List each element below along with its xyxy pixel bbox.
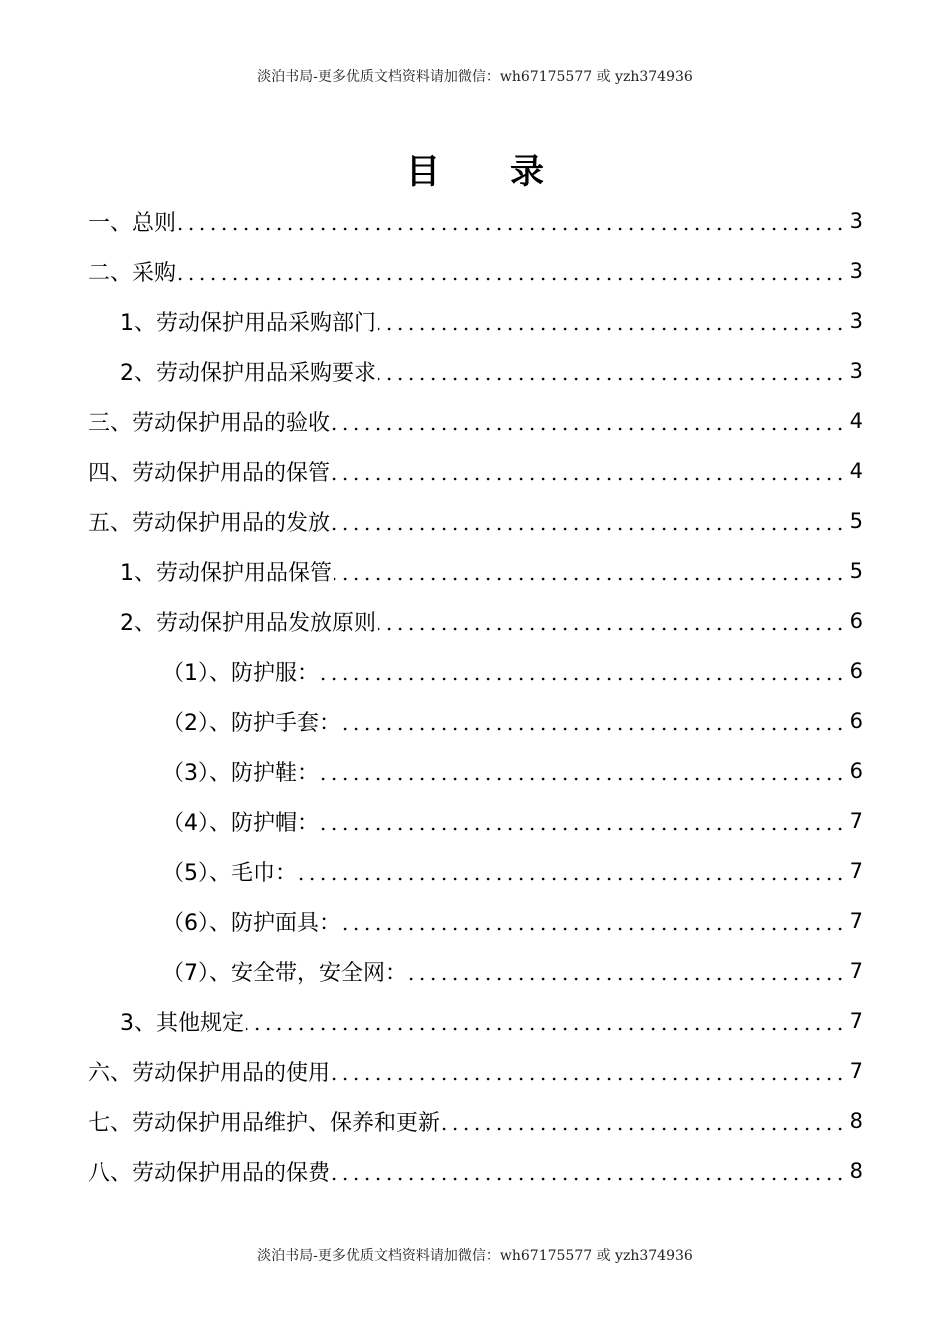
toc-entry[interactable] [0,446,950,496]
toc-entry[interactable] [0,546,950,596]
header-note: 淡泊书局-更多优质文档资料请加微信：wh67175577 或 yzh374936 [257,69,693,85]
toc-entry-page: 4 [849,409,863,433]
toc-entry[interactable] [0,596,950,646]
toc-entry-page: 3 [849,259,863,283]
table-of-contents [0,196,950,1196]
toc-entry[interactable] [0,496,950,546]
toc-entry-label: 六、劳动保护用品的使用 [88,1056,330,1087]
toc-dot-leader [178,227,846,231]
toc-dot-leader [299,877,846,881]
toc-entry[interactable] [0,646,950,696]
toc-entry[interactable] [0,796,950,846]
toc-entry-page: 7 [849,909,863,933]
toc-entry[interactable] [0,846,950,896]
toc-entry-page: 7 [849,859,863,883]
toc-dot-leader [332,427,846,431]
toc-entry-label: （3）、防护鞋： [162,756,319,787]
toc-title: 目录 [406,152,614,192]
toc-entry-page: 3 [849,359,863,383]
toc-entry[interactable] [0,896,950,946]
toc-entry-label: 1、劳动保护用品采购部门 [120,306,376,337]
toc-entry-page: 8 [849,1159,863,1183]
toc-entry-label: 四、劳动保护用品的保管 [88,456,330,487]
toc-dot-leader [343,927,846,931]
toc-entry[interactable] [0,296,950,346]
toc-entry[interactable] [0,1046,950,1096]
toc-entry-page: 8 [849,1109,863,1133]
toc-entry-label: （5）、毛巾： [162,856,297,887]
toc-entry-label: （7）、安全带，安全网： [162,956,407,987]
toc-entry-page: 4 [849,459,863,483]
toc-entry-page: 6 [849,609,863,633]
toc-dot-leader [246,1027,846,1031]
toc-entry-label: （6）、防护面具： [162,906,341,937]
toc-entry[interactable] [0,946,950,996]
toc-dot-leader [332,1177,846,1181]
toc-entry-page: 7 [849,809,863,833]
toc-entry-page: 3 [849,209,863,233]
toc-dot-leader [378,377,846,381]
toc-entry-label: 3、其他规定 [120,1006,244,1037]
toc-dot-leader [178,277,846,281]
toc-entry-page: 3 [849,309,863,333]
toc-entry-label: 1、劳动保护用品保管 [120,556,332,587]
toc-dot-leader [332,1077,846,1081]
toc-dot-leader [343,727,846,731]
toc-entry-page: 6 [849,759,863,783]
toc-entry[interactable] [0,696,950,746]
toc-entry[interactable] [0,746,950,796]
toc-entry-label: 七、劳动保护用品维护、保养和更新 [88,1106,440,1137]
toc-dot-leader [334,577,846,581]
toc-entry[interactable] [0,396,950,446]
toc-entry-page: 5 [849,509,863,533]
toc-entry-page: 6 [849,659,863,683]
toc-entry-page: 7 [849,959,863,983]
toc-entry-label: 一、总则 [88,206,176,237]
toc-dot-leader [321,777,846,781]
toc-dot-leader [378,327,846,331]
toc-entry-label: （2）、防护手套： [162,706,341,737]
toc-entry-page: 7 [849,1009,863,1033]
toc-entry[interactable] [0,246,950,296]
toc-entry[interactable] [0,346,950,396]
toc-entry-label: 八、劳动保护用品的保费 [88,1156,330,1187]
toc-dot-leader [442,1127,846,1131]
toc-dot-leader [332,477,846,481]
toc-entry-label: 五、劳动保护用品的发放 [88,506,330,537]
toc-entry[interactable] [0,196,950,246]
toc-entry-label: （1）、防护服： [162,656,319,687]
toc-entry-page: 6 [849,709,863,733]
toc-entry-page: 5 [849,559,863,583]
toc-entry-label: 三、劳动保护用品的验收 [88,406,330,437]
toc-dot-leader [378,627,846,631]
toc-entry-label: 二、采购 [88,256,176,287]
toc-dot-leader [332,527,846,531]
footer-note: 淡泊书局-更多优质文档资料请加微信：wh67175577 或 yzh374936 [257,1248,693,1264]
toc-entry-label: （4）、防护帽： [162,806,319,837]
toc-dot-leader [321,677,846,681]
toc-entry-page: 7 [849,1059,863,1083]
toc-entry[interactable] [0,1146,950,1196]
toc-entry[interactable] [0,996,950,1046]
toc-entry[interactable] [0,1096,950,1146]
toc-dot-leader [409,977,846,981]
toc-entry-label: 2、劳动保护用品发放原则 [120,606,376,637]
toc-entry-label: 2、劳动保护用品采购要求 [120,356,376,387]
toc-dot-leader [321,827,846,831]
